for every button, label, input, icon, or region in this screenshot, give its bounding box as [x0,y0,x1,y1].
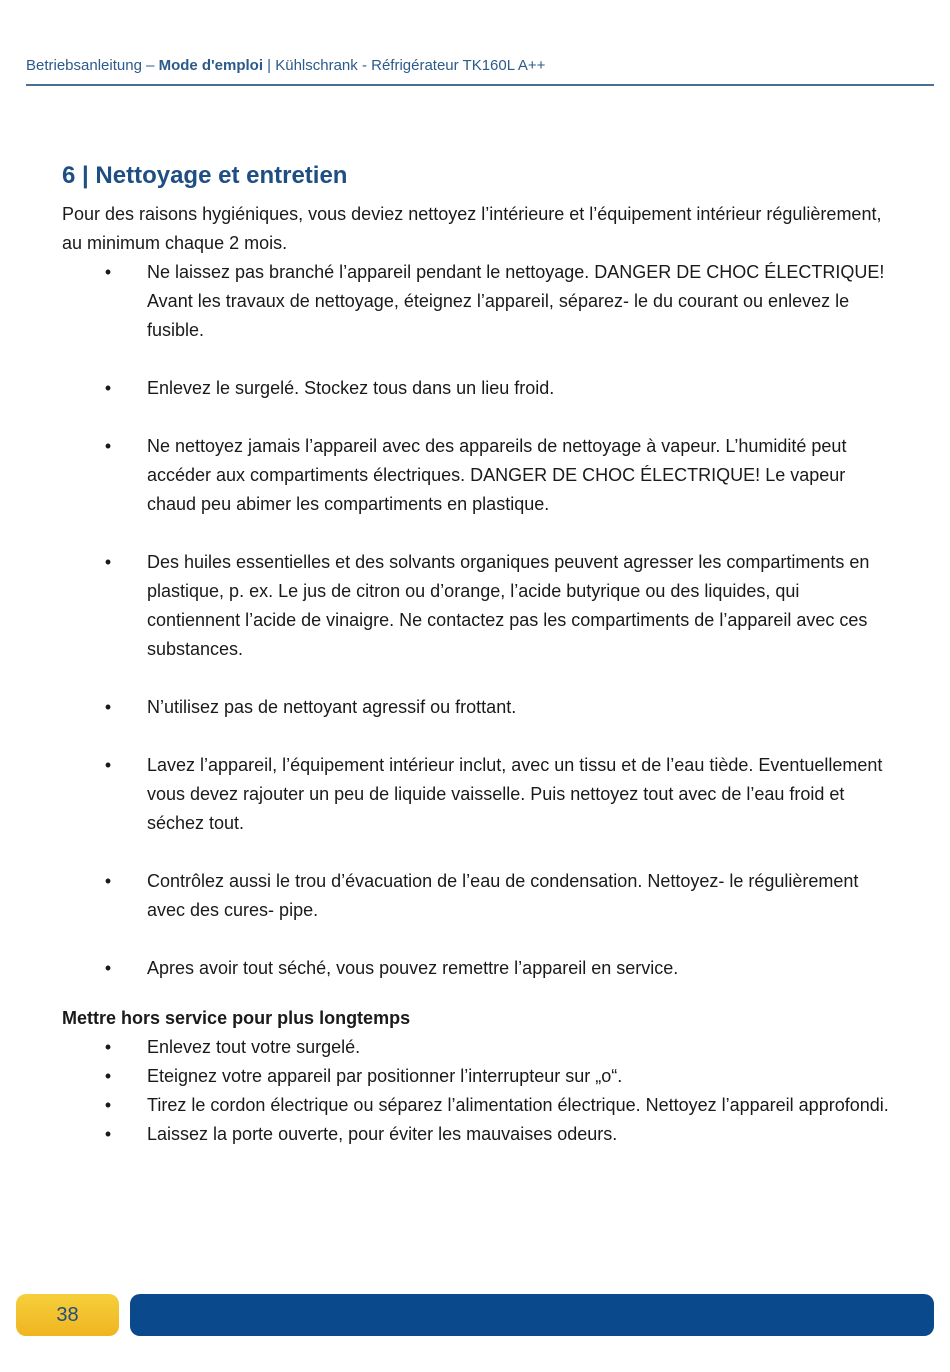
list-item [62,1091,892,1120]
list-item-text: Ne laissez pas branché l’appareil pendant le nettoyage. DANGER DE CHOC ÉLECTRIQUE! Avant les travaux de nettoyage, éteignez l’appareil, séparez- le du courant ou enlevez le fusible. [147,262,885,340]
bullet-icon: • [104,755,112,775]
list-item [62,751,892,838]
bullet-icon: • [104,958,112,978]
header-title-de: Betriebsanleitung – [26,57,159,74]
header-product: | Kühlschrank - Réfrigérateur TK160L A++ [263,57,546,74]
section-intro: Pour des raisons hygiéniques, vous deviez nettoyez l’intérieure et l’équipement intérieur régulièrement, au minimum chaque 2 mois. [62,204,882,253]
list-item [62,1120,892,1149]
section-title: 6 | Nettoyage et entretien [62,162,348,189]
bullet-icon: • [104,1066,112,1086]
list-item-text: Des huiles essentielles et des solvants organiques peuvent agresser les compartiments en plastique, p. ex. Le jus de citron ou d’orange, l’acide butyrique ou des liquides, qui contiennent l’acide de vinaigre. Ne contactez pas les compartiments de l’appareil avec ces substances. [147,552,870,659]
list-item-text: Enlevez le surgelé. Stockez tous dans un lieu froid. [147,378,555,398]
page-header [26,56,934,86]
list-item-text: Contrôlez aussi le trou d’évacuation de l’eau de condensation. Nettoyez- le régulièrement avec des cures- pipe. [147,871,859,920]
page-number: 38 [16,1294,119,1336]
list-item [62,693,892,722]
footer-bar [130,1294,934,1336]
bullet-icon: • [104,697,112,717]
list-item-text: Lavez l’appareil, l’équipement intérieur inclut, avec un tissu et de l’eau tiède. Eventuellement vous devez rajouter un peu de liquide vaisselle. Puis nettoyez tout avec de l’eau froid et séchez tout. [147,755,883,833]
bullet-icon: • [104,1037,112,1057]
bullet-icon: • [104,378,112,398]
list-item [62,1062,892,1091]
list-item-text: N’utilisez pas de nettoyant agressif ou frottant. [147,697,517,717]
list-item [62,258,892,345]
bullet-icon: • [104,1124,112,1144]
list-item-text: Ne nettoyez jamais l’appareil avec des appareils de nettoyage à vapeur. L’humidité peut accéder aux compartiments électriques. DANGER DE CHOC ÉLECTRIQUE! Le vapeur chaud peu abimer les compartiments en plastique. [147,436,847,514]
list-item [62,1033,892,1062]
list-item-text: Tirez le cordon électrique ou séparez l’alimentation électrique. Nettoyez l’appareil approfondi. [147,1095,889,1115]
subsection-title: Mettre hors service pour plus longtemps [62,1008,411,1028]
list-item-text: Apres avoir tout séché, vous pouvez remettre l’appareil en service. [147,958,679,978]
bullet-icon: • [104,1095,112,1115]
main-content [62,160,892,1149]
list-item [62,432,892,519]
header-title-fr: Mode d'emploi [158,57,263,74]
list-item [62,954,892,983]
list-item-text: Enlevez tout votre surgelé. [147,1037,361,1057]
bullet-icon: • [104,436,112,456]
list-item-text: Laissez la porte ouverte, pour éviter les mauvaises odeurs. [147,1124,618,1144]
shutdown-list [62,1033,892,1149]
list-item [62,867,892,925]
bullet-icon: • [104,262,112,282]
list-item [62,374,892,403]
list-item [62,548,892,664]
list-item-text: Eteignez votre appareil par positionner l’interrupteur sur „o“. [147,1066,623,1086]
cleaning-list [62,258,892,983]
bullet-icon: • [104,552,112,572]
bullet-icon: • [104,871,112,891]
